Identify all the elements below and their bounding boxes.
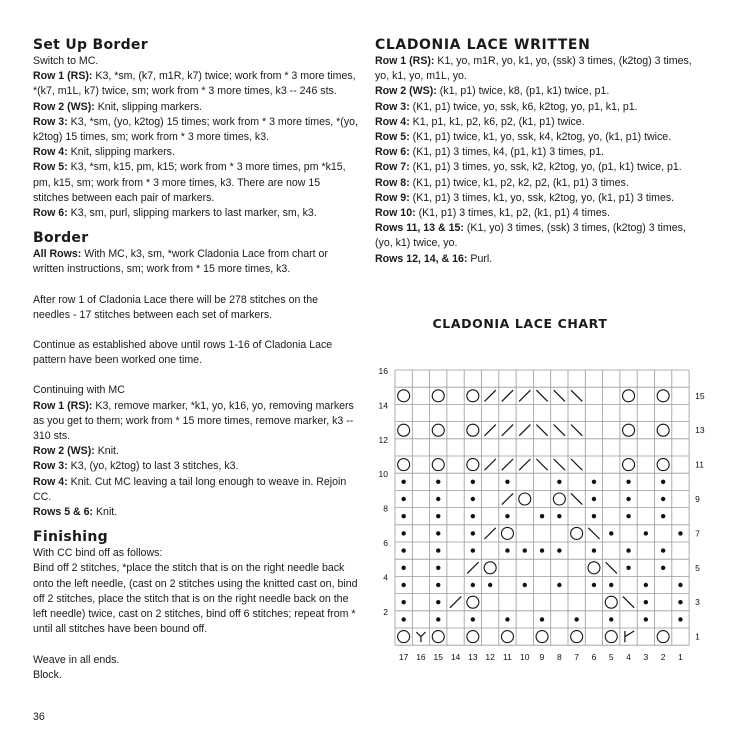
purl-symbol	[661, 514, 665, 518]
chart-row-label: 14	[378, 400, 388, 411]
setup-row-5: Row 5: K3, *sm, k15, pm, k15; work from * 3 more times, pm *k15, pm, k15, sm; work from * 3 more times, k3. There are now 15 stitches between each pair of markers.	[33, 161, 346, 204]
k2tog-symbol	[467, 562, 478, 573]
chart-row-label: 16	[378, 366, 388, 376]
purl-symbol	[436, 566, 440, 570]
k2tog-symbol	[519, 425, 530, 436]
purl-symbol	[592, 514, 596, 518]
ssk-symbol	[588, 528, 599, 539]
chart-col-label: 10	[520, 652, 530, 663]
chart-row-label: 6	[383, 538, 388, 548]
purl-symbol	[401, 531, 405, 535]
yo-symbol	[657, 424, 669, 436]
yo-symbol	[398, 459, 410, 471]
yo-symbol	[501, 527, 513, 539]
yo-symbol	[623, 390, 635, 402]
setup-row-3: Row 3: K3, *sm, (yo, k2tog) 15 times; work from * 3 more times, *(yo, k2tog) 15 times, sm; work from * 3 more times, k3.	[33, 115, 358, 144]
purl-symbol	[609, 583, 613, 587]
chart-col-label: 5	[608, 652, 614, 663]
chart-col-label: 1	[678, 652, 683, 663]
finishing-weave: Weave in all ends.	[33, 653, 120, 666]
ssk-symbol	[571, 390, 582, 401]
chart-row-label: 13	[695, 425, 705, 436]
k2tog-symbol	[485, 425, 496, 436]
purl-symbol	[644, 531, 648, 535]
purl-symbol	[436, 548, 440, 552]
lace-row-4: Row 4: K1, p1, k1, p2, k6, p2, (k1, p1) twice.	[375, 115, 585, 128]
yo-symbol	[605, 631, 617, 643]
yo-symbol	[432, 424, 444, 436]
chart-col-label: 12	[485, 652, 495, 663]
chart-col-label: 6	[591, 652, 597, 663]
yo-symbol	[467, 390, 479, 402]
purl-symbol	[626, 480, 630, 484]
k2tog-symbol	[502, 425, 513, 436]
chart-row-label: 12	[378, 434, 388, 445]
purl-symbol	[523, 548, 527, 552]
yo-symbol	[588, 562, 600, 574]
ssk-symbol	[623, 597, 634, 608]
purl-symbol	[471, 583, 475, 587]
purl-symbol	[557, 514, 561, 518]
border-para-2: Continue as established above until rows 1-16 of Cladonia Lace pattern have been worked one time.	[33, 339, 333, 367]
finishing-heading: Finishing	[33, 529, 108, 546]
lace-rows-12-14-16: Rows 12, 14, & 16: Purl.	[375, 252, 493, 265]
m1l-symbol	[625, 631, 634, 642]
lace-row-5: Row 5: (K1, p1) twice, k1, yo, ssk, k4, k2tog, yo, (k1, p1) twice.	[375, 131, 672, 144]
k2tog-symbol	[519, 390, 530, 401]
purl-symbol	[471, 548, 475, 552]
purl-symbol	[505, 514, 509, 518]
purl-symbol	[505, 617, 509, 621]
yo-symbol	[467, 596, 479, 608]
k2tog-symbol	[502, 390, 513, 401]
ssk-symbol	[554, 425, 565, 436]
yo-symbol	[467, 424, 479, 436]
yo-symbol	[432, 390, 444, 402]
border-row-2: Row 2 (WS): Knit.	[33, 445, 119, 458]
m1r-symbol	[416, 632, 425, 642]
purl-symbol	[644, 617, 648, 621]
k2tog-symbol	[485, 390, 496, 401]
purl-symbol	[678, 531, 682, 535]
purl-symbol	[436, 480, 440, 484]
chart-row-label: 1	[695, 631, 700, 642]
k2tog-symbol	[485, 528, 496, 539]
border-continuing: Continuing with MC	[33, 384, 125, 397]
purl-symbol	[401, 497, 405, 501]
lace-row-2: Row 2 (WS): (k1, p1) twice, k8, (p1, k1) twice, p1.	[375, 85, 610, 98]
setup-row-6: Row 6: K3, sm, purl, slipping markers to last marker, sm, k3.	[33, 207, 317, 220]
setup-row-1: Row 1 (RS): K3, *sm, (k7, m1R, k7) twice; work from * 3 more times, *(k7, m1L, k7) twice, sm; work from * 3 more times, k3 -- 246 sts.	[33, 70, 356, 98]
ssk-symbol	[606, 562, 617, 573]
purl-symbol	[471, 497, 475, 501]
ssk-symbol	[536, 390, 547, 401]
lace-chart	[370, 365, 715, 665]
purl-symbol	[626, 548, 630, 552]
chart-row-label: 3	[695, 597, 700, 608]
k2tog-symbol	[485, 459, 496, 470]
purl-symbol	[401, 514, 405, 518]
ssk-symbol	[536, 459, 547, 470]
chart-col-label: 9	[539, 652, 545, 663]
purl-symbol	[661, 548, 665, 552]
yo-symbol	[519, 493, 531, 505]
left-column	[33, 36, 358, 683]
ssk-symbol	[554, 390, 565, 401]
chart-col-label: 2	[660, 652, 666, 663]
ssk-symbol	[571, 425, 582, 436]
purl-symbol	[436, 617, 440, 621]
chart-row-label: 15	[695, 390, 705, 401]
purl-symbol	[401, 600, 405, 604]
ssk-symbol	[536, 425, 547, 436]
lace-row-8: Row 8: (K1, p1) twice, k1, p2, k2, p2, (k1, p1) 3 times.	[375, 176, 629, 189]
purl-symbol	[557, 583, 561, 587]
yo-symbol	[398, 390, 410, 402]
yo-symbol	[398, 424, 410, 436]
purl-symbol	[592, 497, 596, 501]
border-row-3: Row 3: K3, (yo, k2tog) to last 3 stitches, k3.	[33, 460, 239, 473]
chart-col-label: 3	[643, 652, 649, 663]
purl-symbol	[609, 531, 613, 535]
yo-symbol	[571, 527, 583, 539]
purl-symbol	[540, 514, 544, 518]
purl-symbol	[505, 480, 509, 484]
chart-col-label: 7	[574, 652, 580, 663]
lace-written-heading: CLADONIA LACE WRITTEN	[375, 37, 591, 53]
yo-symbol	[467, 631, 479, 643]
purl-symbol	[401, 566, 405, 570]
lace-row-7: Row 7: (K1, p1) 3 times, yo, ssk, k2, k2tog, yo, (p1, k1) twice, p1.	[375, 161, 682, 174]
purl-symbol	[401, 617, 405, 621]
yo-symbol	[432, 459, 444, 471]
purl-symbol	[471, 480, 475, 484]
purl-symbol	[661, 566, 665, 570]
border-para-1: After row 1 of Cladonia Lace there will be 278 stitches on the needles - 17 stitches between each set of markers.	[33, 293, 319, 321]
ssk-symbol	[571, 493, 582, 504]
purl-symbol	[436, 600, 440, 604]
purl-symbol	[574, 617, 578, 621]
purl-symbol	[678, 600, 682, 604]
yo-symbol	[657, 390, 669, 402]
ssk-symbol	[554, 459, 565, 470]
chart-row-label: 4	[383, 572, 388, 583]
purl-symbol	[540, 617, 544, 621]
finishing-line-1: With CC bind off as follows:	[33, 547, 163, 560]
chart-col-label: 17	[398, 652, 409, 663]
chart-col-label: 4	[626, 652, 631, 663]
purl-symbol	[661, 497, 665, 501]
yo-symbol	[605, 596, 617, 608]
setup-row-2: Row 2 (WS): Knit, slipping markers.	[33, 100, 202, 113]
chart-row-label: 2	[383, 606, 388, 617]
lace-rows-11-13-15: Rows 11, 13 & 15: (K1, yo) 3 times, (ssk) 3 times, (k2tog) 3 times, (yo, k1) twice, yo.	[375, 222, 686, 250]
purl-symbol	[626, 566, 630, 570]
chart-row-label: 11	[695, 459, 704, 470]
lace-row-9: Row 9: (K1, p1) 3 times, k1, yo, ssk, k2tog, yo, (k1, p1) 3 times.	[375, 191, 675, 204]
chart-row-label: 5	[695, 562, 700, 573]
yo-symbol	[623, 459, 635, 471]
yo-symbol	[657, 459, 669, 471]
purl-symbol	[436, 514, 440, 518]
purl-symbol	[678, 583, 682, 587]
purl-symbol	[436, 583, 440, 587]
finishing-block: Block.	[33, 668, 62, 681]
chart-col-label: 16	[416, 652, 426, 663]
lace-row-3: Row 3: (K1, p1) twice, yo, ssk, k6, k2tog, yo, p1, k1, p1.	[375, 100, 638, 113]
purl-symbol	[436, 531, 440, 535]
chart-row-label: 10	[378, 469, 388, 480]
yo-symbol	[398, 631, 410, 643]
border-heading: Border	[33, 230, 89, 247]
yo-symbol	[484, 562, 496, 574]
k2tog-symbol	[450, 597, 461, 608]
purl-symbol	[436, 497, 440, 501]
yo-symbol	[432, 631, 444, 643]
border-row-1: Row 1 (RS): K3, remove marker, *k1, yo, k16, yo, removing markers as you get to them; work from * 15 more times, remove marker, k3 -- 310 sts.	[33, 399, 354, 443]
k2tog-symbol	[519, 459, 530, 470]
purl-symbol	[626, 514, 630, 518]
ssk-symbol	[571, 459, 582, 470]
purl-symbol	[401, 548, 405, 552]
purl-symbol	[471, 617, 475, 621]
chart-title: CLADONIA LACE CHART	[432, 316, 608, 331]
purl-symbol	[592, 480, 596, 484]
purl-symbol	[471, 514, 475, 518]
k2tog-symbol	[502, 493, 513, 504]
purl-symbol	[540, 548, 544, 552]
purl-symbol	[661, 480, 665, 484]
chart-col-label: 8	[556, 652, 562, 663]
chart-row-label: 9	[695, 494, 700, 504]
chart-row-label: 7	[695, 528, 700, 539]
page-number: 36	[33, 711, 45, 723]
purl-symbol	[401, 583, 405, 587]
purl-symbol	[592, 583, 596, 587]
purl-symbol	[609, 617, 613, 621]
purl-symbol	[523, 583, 527, 587]
border-row-4: Row 4: Knit. Cut MC leaving a tail long enough to weave in. Rejoin CC.	[33, 475, 347, 503]
yo-symbol	[553, 493, 565, 505]
lace-row-6: Row 6: (K1, p1) 3 times, k4, (p1, k1) 3 times, p1.	[375, 146, 605, 159]
purl-symbol	[678, 617, 682, 621]
chart-col-label: 13	[468, 652, 478, 663]
yo-symbol	[536, 631, 548, 643]
yo-symbol	[657, 631, 669, 643]
purl-symbol	[644, 583, 648, 587]
purl-symbol	[592, 548, 596, 552]
purl-symbol	[505, 548, 509, 552]
yo-symbol	[501, 631, 513, 643]
purl-symbol	[488, 583, 492, 587]
chart-col-label: 14	[450, 652, 461, 663]
yo-symbol	[571, 631, 583, 643]
chart-col-label: 11	[503, 652, 512, 663]
right-column	[375, 36, 705, 267]
chart-col-label: 15	[433, 652, 443, 663]
purl-symbol	[626, 497, 630, 501]
lace-row-10: Row 10: (K1, p1) 3 times, k1, p2, (k1, p1) 4 times.	[375, 207, 610, 220]
lace-row-1: Row 1 (RS): K1, yo, m1R, yo, k1, yo, (ssk) 3 times, (k2tog) 3 times, yo, k1, yo, m1L, yo.	[375, 55, 692, 83]
purl-symbol	[644, 600, 648, 604]
yo-symbol	[467, 459, 479, 471]
yo-symbol	[623, 424, 635, 436]
border-all-rows: All Rows: With MC, k3, sm, *work Cladonia Lace from chart or written instructions, sm; work from * 15 more times, k3.	[33, 248, 328, 276]
purl-symbol	[401, 480, 405, 484]
setup-intro: Switch to MC.	[33, 55, 99, 67]
chart-row-label: 8	[383, 503, 388, 514]
k2tog-symbol	[502, 459, 513, 470]
setup-heading: Set Up Border	[33, 37, 148, 53]
finishing-para: Bind off 2 stitches, *place the stitch that is on the right needle back onto the left needle, (cast on 2 stitches using the knitted cast on, bind off 2 stitches, place the stitch that is on the right needle back on the left needle) twice, cast on 2 stitches, bind off 6 stitches; repeat from * until all stitches have been bound off.	[33, 562, 358, 636]
purl-symbol	[471, 531, 475, 535]
purl-symbol	[557, 548, 561, 552]
purl-symbol	[557, 480, 561, 484]
border-row-5: Rows 5 & 6: Knit.	[33, 506, 118, 519]
setup-row-4: Row 4: Knit, slipping markers.	[33, 146, 175, 159]
